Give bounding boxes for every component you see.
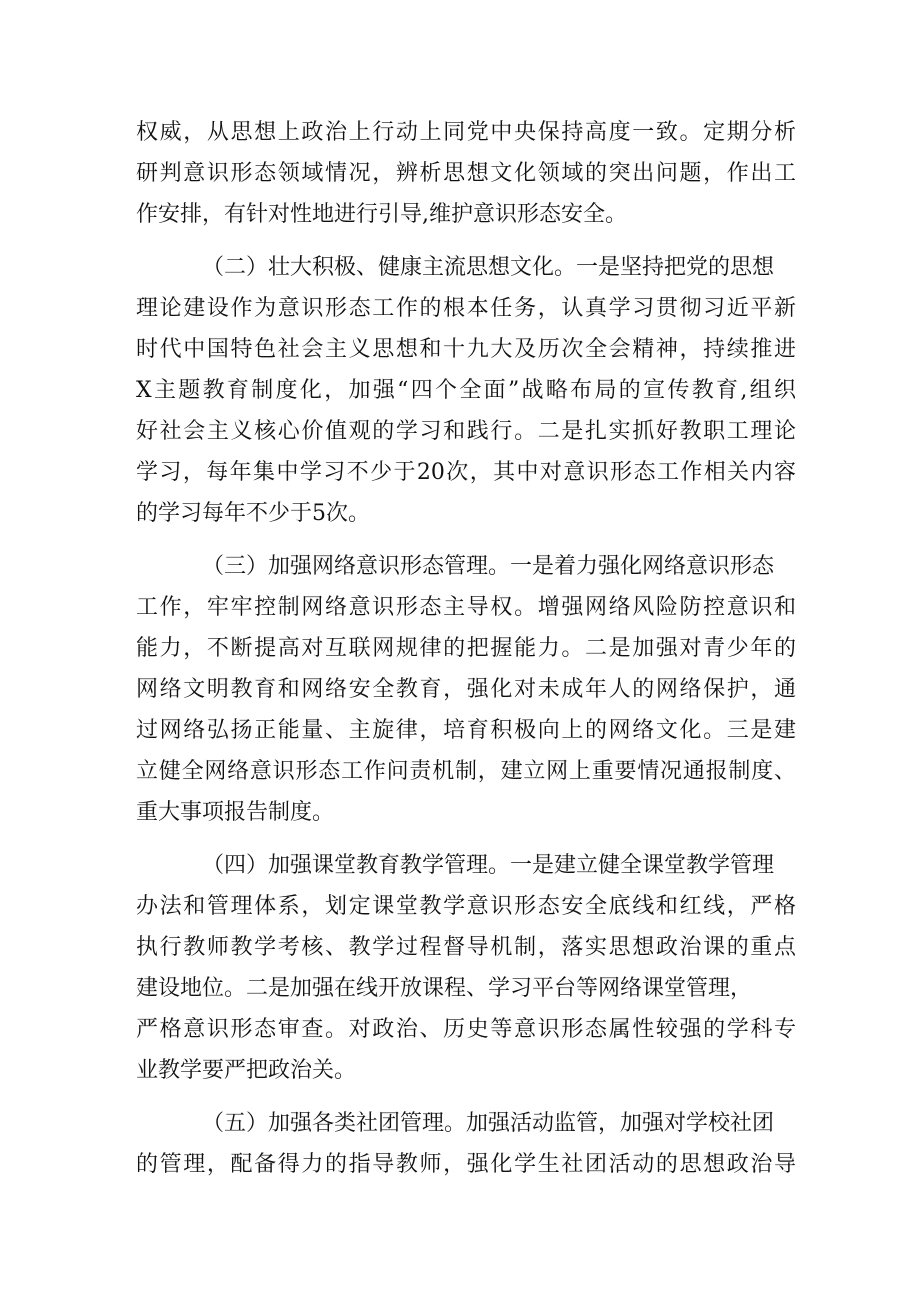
text-line: 建设地位。二是加强在线开放课程、学习平台等网络课堂管理，	[136, 976, 753, 1001]
text-line: （四）加强课堂教育教学管理。一是建立健全课堂教学管理	[202, 853, 775, 878]
text-line: 研判意识形态领域情况，辨析思想文化领域的突出问题，作出工	[136, 161, 796, 186]
text-line: 权威，从思想上政治上行动上同党中央保持高度一致。定期分析	[136, 120, 796, 145]
text-line: 业教学要严把政治关。	[136, 1058, 357, 1083]
text-line: 好社会主义核心价值观的学习和践行。二是扎实抓好教职工理论	[136, 419, 796, 444]
text-line: 执行教师教学考核、教学过程督导机制，落实思想政治课的重点	[136, 935, 796, 960]
text-line: 立健全网络意识形态工作问责机制，建立网上重要情况通报制度、	[136, 759, 796, 784]
text-line: 办法和管理体系，划定课堂教学意识形态安全底线和红线，严格	[136, 894, 796, 919]
paragraph-1	[136, 112, 796, 235]
paragraph-2	[136, 247, 796, 534]
text-line: 学习，每年集中学习不少于20次，其中对意识形态工作相关内容	[136, 460, 796, 485]
text-line: 网络文明教育和网络安全教育，强化对未成年人的网络保护，通	[136, 677, 796, 702]
paragraph-5	[136, 1103, 796, 1185]
paragraph-3	[136, 546, 796, 833]
text-line: （三）加强网络意识形态管理。一是着力强化网络意识形态	[202, 554, 775, 579]
text-line: 过网络弘扬正能量、主旋律，培育积极向上的网络文化。三是建	[136, 718, 796, 743]
text-line: 工作，牢牢控制网络意识形态主导权。增强网络风险防控意识和	[136, 595, 796, 620]
text-line: （五）加强各类社团管理。加强活动监管，加强对学校社团	[202, 1111, 775, 1136]
document-body	[136, 112, 796, 1197]
text-line: 时代中国特色社会主义思想和十九大及历次全会精神，持续推进	[136, 337, 796, 362]
text-line: 理论建设作为意识形态工作的根本任务，认真学习贯彻习近平新	[136, 296, 796, 321]
text-line: 严格意识形态审查。对政治、历史等意识形态属性较强的学科专	[136, 1017, 796, 1042]
text-line: 的学习每年不少于5次。	[136, 501, 370, 526]
text-line: 作安排，有针对性地进行引导,维护意识形态安全。	[136, 202, 627, 227]
text-line: （二）壮大积极、健康主流思想文化。一是坚持把党的思想	[202, 255, 775, 280]
text-line: 能力，不断提高对互联网规律的把握能力。二是加强对青少年的	[136, 636, 796, 661]
text-line: 重大事项报告制度。	[136, 800, 335, 825]
text-line: 的管理，配备得力的指导教师，强化学生社团活动的思想政治导	[136, 1152, 796, 1177]
paragraph-4	[136, 845, 796, 1091]
text-line: X主题教育制度化，加强“四个全面”战略布局的宣传教育,组织	[136, 378, 796, 403]
